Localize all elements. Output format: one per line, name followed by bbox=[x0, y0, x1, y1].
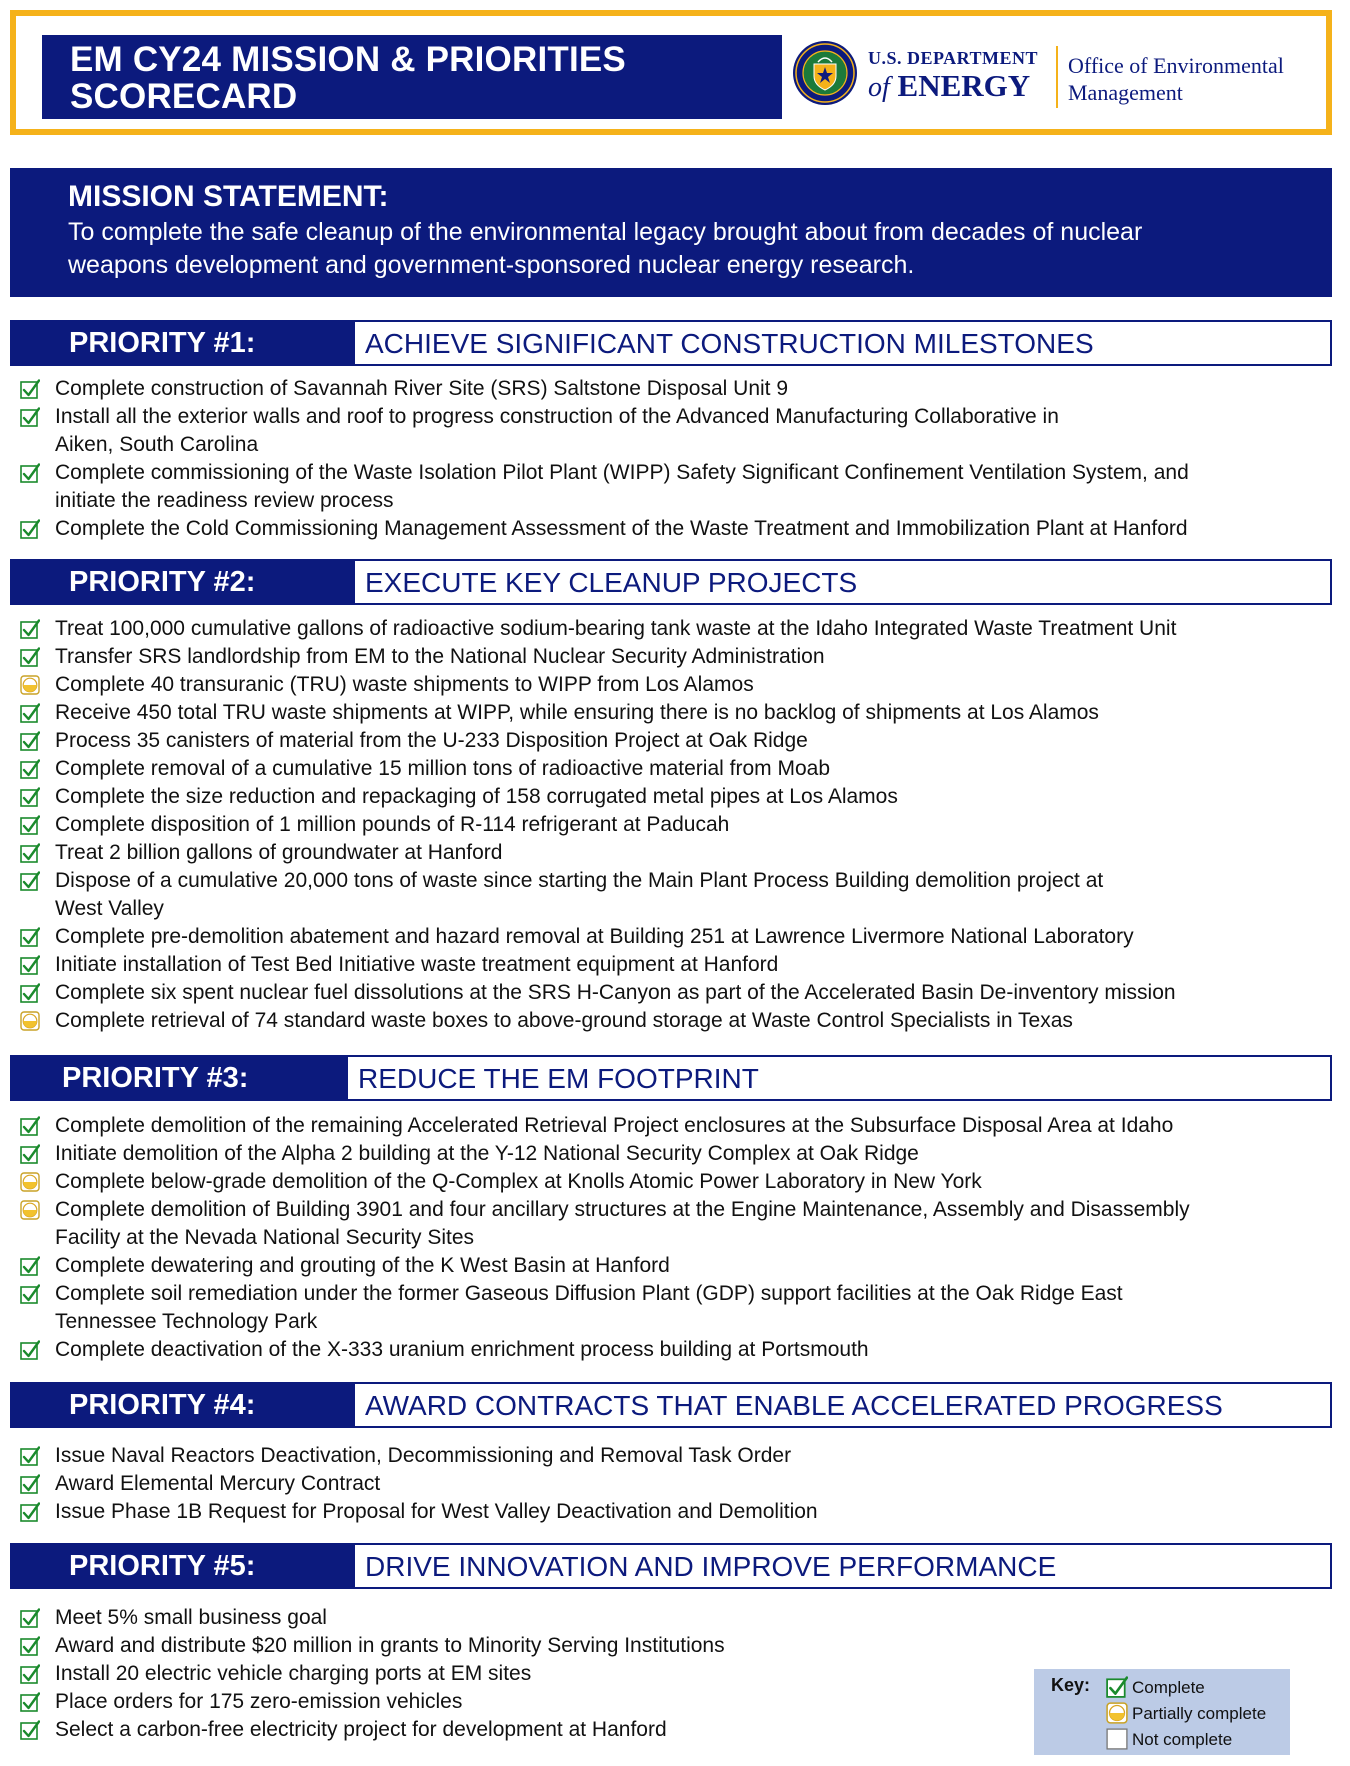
scorecard-item bbox=[18, 727, 1338, 755]
item-text: Complete dewatering and grouting of the K West Basin at Hanford bbox=[55, 1254, 670, 1277]
item-text: Select a carbon-free electricity project for development at Hanford bbox=[55, 1718, 667, 1741]
checkmark-icon bbox=[20, 463, 40, 483]
partial-circle-icon bbox=[20, 1172, 40, 1192]
scorecard-item bbox=[18, 403, 1338, 459]
checkmark-icon bbox=[1106, 1676, 1128, 1698]
key-partial-label: Partially complete bbox=[1132, 1704, 1267, 1723]
office-name bbox=[1068, 52, 1284, 106]
item-text: Complete below-grade demolition of the Q-Complex at Knolls Atomic Power Laboratory in New York bbox=[55, 1170, 982, 1193]
item-text: Complete removal of a cumulative 15 million tons of radioactive material from Moab bbox=[55, 757, 831, 780]
scorecard-item bbox=[18, 1498, 1338, 1526]
checkmark-icon bbox=[20, 1502, 40, 1522]
status-key bbox=[1034, 1669, 1290, 1755]
priority-4-header bbox=[10, 1382, 1332, 1428]
mission-statement bbox=[10, 168, 1332, 297]
checkmark-icon bbox=[20, 1256, 40, 1276]
item-text-continued: Facility at the Nevada National Security Sites bbox=[55, 1226, 475, 1249]
key-not-complete-label: Not complete bbox=[1132, 1730, 1233, 1749]
checkmark-icon bbox=[20, 379, 40, 399]
checkmark-icon bbox=[20, 815, 40, 835]
scorecard-item bbox=[18, 951, 1338, 979]
checkmark-icon bbox=[20, 787, 40, 807]
scorecard-item bbox=[18, 1336, 1338, 1364]
checkmark-icon bbox=[20, 1144, 40, 1164]
scorecard-item bbox=[18, 1632, 1338, 1660]
priority-3-header bbox=[10, 1055, 1332, 1101]
checkmark-icon bbox=[20, 647, 40, 667]
scorecard-item bbox=[18, 459, 1338, 515]
doe-seal-icon bbox=[792, 40, 858, 106]
item-text: Complete six spent nuclear fuel dissolutions at the SRS H-Canyon as part of the Accelerated Basin De-inventory mission bbox=[55, 981, 1176, 1004]
scorecard-item bbox=[18, 643, 1338, 671]
checkmark-icon bbox=[20, 843, 40, 863]
title-line-2: SCORECARD bbox=[70, 77, 298, 116]
scorecard-item bbox=[18, 867, 1338, 923]
scorecard-item bbox=[18, 1196, 1338, 1252]
checkmark-icon bbox=[20, 1692, 40, 1712]
checkmark-icon bbox=[20, 955, 40, 975]
office-line-2: Management bbox=[1068, 80, 1183, 105]
checkmark-icon bbox=[20, 1664, 40, 1684]
item-text: Issue Naval Reactors Deactivation, Decommissioning and Removal Task Order bbox=[55, 1444, 792, 1467]
header-divider bbox=[1056, 46, 1058, 108]
item-text: Initiate demolition of the Alpha 2 building at the Y-12 National Security Complex at Oak Ridge bbox=[55, 1142, 919, 1165]
item-text: Complete deactivation of the X-333 uranium enrichment process building at Portsmouth bbox=[55, 1338, 869, 1361]
scorecard-item bbox=[18, 515, 1338, 543]
priority-3-list bbox=[18, 1112, 1338, 1364]
priority-label: PRIORITY #3: bbox=[62, 1062, 249, 1094]
item-text: Complete pre-demolition abatement and hazard removal at Building 251 at Lawrence Livermore National Laboratory bbox=[55, 925, 1134, 948]
item-text: Treat 100,000 cumulative gallons of radioactive sodium-bearing tank waste at the Idaho Integrated Waste Treatment Unit bbox=[55, 617, 1177, 640]
item-text: Complete the size reduction and repackaging of 158 corrugated metal pipes at Los Alamos bbox=[55, 785, 898, 808]
mission-heading: MISSION STATEMENT: bbox=[68, 180, 389, 213]
priority-title: EXECUTE KEY CLEANUP PROJECTS bbox=[355, 561, 1330, 603]
item-text: Meet 5% small business goal bbox=[55, 1606, 327, 1629]
doe-wordmark bbox=[868, 48, 1038, 104]
item-text: Install all the exterior walls and roof to progress construction of the Advanced Manufacturing Collaborative in bbox=[55, 405, 1059, 428]
item-text: Complete demolition of the remaining Accelerated Retrieval Project enclosures at the Subsurface Disposal Area at Idaho bbox=[55, 1114, 1174, 1137]
item-text: Transfer SRS landlordship from EM to the National Nuclear Security Administration bbox=[55, 645, 825, 668]
priority-label: PRIORITY #5: bbox=[69, 1550, 256, 1582]
priority-5-header bbox=[10, 1543, 1332, 1589]
priority-label: PRIORITY #2: bbox=[69, 566, 256, 598]
scorecard-item bbox=[18, 979, 1338, 1007]
item-text: Issue Phase 1B Request for Proposal for West Valley Deactivation and Demolition bbox=[55, 1500, 818, 1523]
header-banner bbox=[10, 10, 1332, 135]
item-text: Complete commissioning of the Waste Isolation Pilot Plant (WIPP) Safety Significant Confinement Ventilation System, and bbox=[55, 461, 1189, 484]
priority-4-list bbox=[18, 1442, 1338, 1526]
item-text: Place orders for 175 zero-emission vehicles bbox=[55, 1690, 463, 1713]
item-text: Complete demolition of Building 3901 and four ancillary structures at the Engine Maintenance, Assembly and Disassembly bbox=[55, 1198, 1190, 1221]
item-text: Complete 40 transuranic (TRU) waste shipments to WIPP from Los Alamos bbox=[55, 673, 754, 696]
item-text: Process 35 canisters of material from the U-233 Disposition Project at Oak Ridge bbox=[55, 729, 808, 752]
priority-title: REDUCE THE EM FOOTPRINT bbox=[348, 1057, 1330, 1099]
scorecard-item bbox=[18, 811, 1338, 839]
checkmark-icon bbox=[20, 1474, 40, 1494]
priority-label: PRIORITY #4: bbox=[69, 1389, 256, 1421]
key-complete-label: Complete bbox=[1132, 1678, 1205, 1697]
item-text: Award and distribute $20 million in grants to Minority Serving Institutions bbox=[55, 1634, 725, 1657]
scorecard-item bbox=[18, 1112, 1338, 1140]
scorecard-item bbox=[18, 923, 1338, 951]
doe-line-1: U.S. DEPARTMENT bbox=[868, 48, 1039, 68]
page-title bbox=[42, 35, 782, 119]
partial-circle-icon bbox=[20, 1011, 40, 1031]
doe-line-2 bbox=[868, 68, 1038, 104]
checkmark-icon bbox=[20, 619, 40, 639]
scorecard-item bbox=[18, 783, 1338, 811]
item-text: Award Elemental Mercury Contract bbox=[55, 1472, 381, 1495]
priority-1-header bbox=[10, 320, 1332, 366]
scorecard-item bbox=[18, 1442, 1338, 1470]
priority-2-list bbox=[18, 615, 1338, 1035]
item-text-continued: Tennessee Technology Park bbox=[55, 1310, 318, 1333]
scorecard-item bbox=[18, 375, 1338, 403]
scorecard-item bbox=[18, 1604, 1338, 1632]
priority-title: ACHIEVE SIGNIFICANT CONSTRUCTION MILESTONES bbox=[355, 322, 1330, 364]
scorecard-item bbox=[18, 1252, 1338, 1280]
checkmark-icon bbox=[20, 1340, 40, 1360]
doe-energy: ENERGY bbox=[897, 68, 1031, 103]
checkmark-icon bbox=[20, 871, 40, 891]
checkmark-icon bbox=[20, 1720, 40, 1740]
title-line-1: EM CY24 MISSION & PRIORITIES bbox=[70, 40, 626, 79]
priority-label: PRIORITY #1: bbox=[69, 327, 256, 359]
priority-title: AWARD CONTRACTS THAT ENABLE ACCELERATED PROGRESS bbox=[355, 1384, 1330, 1426]
checkmark-icon bbox=[20, 927, 40, 947]
item-text: Install 20 electric vehicle charging ports at EM sites bbox=[55, 1662, 532, 1685]
checkmark-icon bbox=[20, 759, 40, 779]
checkmark-icon bbox=[20, 1446, 40, 1466]
item-text: Complete soil remediation under the former Gaseous Diffusion Plant (GDP) support facilities at the Oak Ridge East bbox=[55, 1282, 1123, 1305]
checkmark-icon bbox=[20, 731, 40, 751]
scorecard-item bbox=[18, 1007, 1338, 1035]
priority-title: DRIVE INNOVATION AND IMPROVE PERFORMANCE bbox=[355, 1545, 1330, 1587]
checkmark-icon bbox=[20, 703, 40, 723]
mission-line-1: To complete the safe cleanup of the environmental legacy brought about from decades of nuclear bbox=[68, 218, 1143, 246]
doe-of: of bbox=[868, 72, 890, 103]
mission-line-2: weapons development and government-sponsored nuclear energy research. bbox=[68, 251, 915, 279]
item-text: Dispose of a cumulative 20,000 tons of waste since starting the Main Plant Process Building demolition project at bbox=[55, 869, 1104, 892]
key-label: Key: bbox=[1051, 1675, 1091, 1695]
scorecard-item bbox=[18, 1140, 1338, 1168]
scorecard-item bbox=[18, 1280, 1338, 1336]
item-text: Initiate installation of Test Bed Initiative waste treatment equipment at Hanford bbox=[55, 953, 779, 976]
checkmark-icon bbox=[20, 407, 40, 427]
scorecard-item bbox=[18, 1168, 1338, 1196]
scorecard-item bbox=[18, 615, 1338, 643]
priority-2-header bbox=[10, 559, 1332, 605]
item-text: Complete disposition of 1 million pounds of R-114 refrigerant at Paducah bbox=[55, 813, 730, 836]
scorecard-item bbox=[18, 671, 1338, 699]
item-text-continued: West Valley bbox=[55, 897, 164, 920]
item-text-continued: Aiken, South Carolina bbox=[55, 433, 259, 456]
checkmark-icon bbox=[20, 983, 40, 1003]
item-text: Treat 2 billion gallons of groundwater at Hanford bbox=[55, 841, 503, 864]
partial-circle-icon bbox=[20, 675, 40, 695]
item-text: Complete construction of Savannah River Site (SRS) Saltstone Disposal Unit 9 bbox=[55, 377, 789, 400]
item-text: Complete the Cold Commissioning Management Assessment of the Waste Treatment and Immobilization Plant at Hanford bbox=[55, 517, 1188, 540]
scorecard-item bbox=[18, 1470, 1338, 1498]
priority-1-list bbox=[18, 375, 1338, 543]
scorecard-item bbox=[18, 699, 1338, 727]
item-text: Receive 450 total TRU waste shipments at WIPP, while ensuring there is no backlog of shipments at Los Alamos bbox=[55, 701, 1099, 724]
partial-circle-icon bbox=[1106, 1702, 1128, 1724]
checkmark-icon bbox=[20, 519, 40, 539]
scorecard-item bbox=[18, 755, 1338, 783]
checkmark-icon bbox=[20, 1284, 40, 1304]
partial-circle-icon bbox=[20, 1200, 40, 1220]
mission-text bbox=[68, 216, 1288, 282]
checkmark-icon bbox=[20, 1116, 40, 1136]
scorecard-item bbox=[18, 839, 1338, 867]
item-text-continued: initiate the readiness review process bbox=[55, 489, 394, 512]
checkmark-icon bbox=[20, 1636, 40, 1656]
empty-box-icon bbox=[1106, 1728, 1128, 1750]
office-line-1: Office of Environmental bbox=[1068, 53, 1284, 78]
checkmark-icon bbox=[20, 1608, 40, 1628]
item-text: Complete retrieval of 74 standard waste boxes to above-ground storage at Waste Control Specialists in Texas bbox=[55, 1009, 1073, 1032]
